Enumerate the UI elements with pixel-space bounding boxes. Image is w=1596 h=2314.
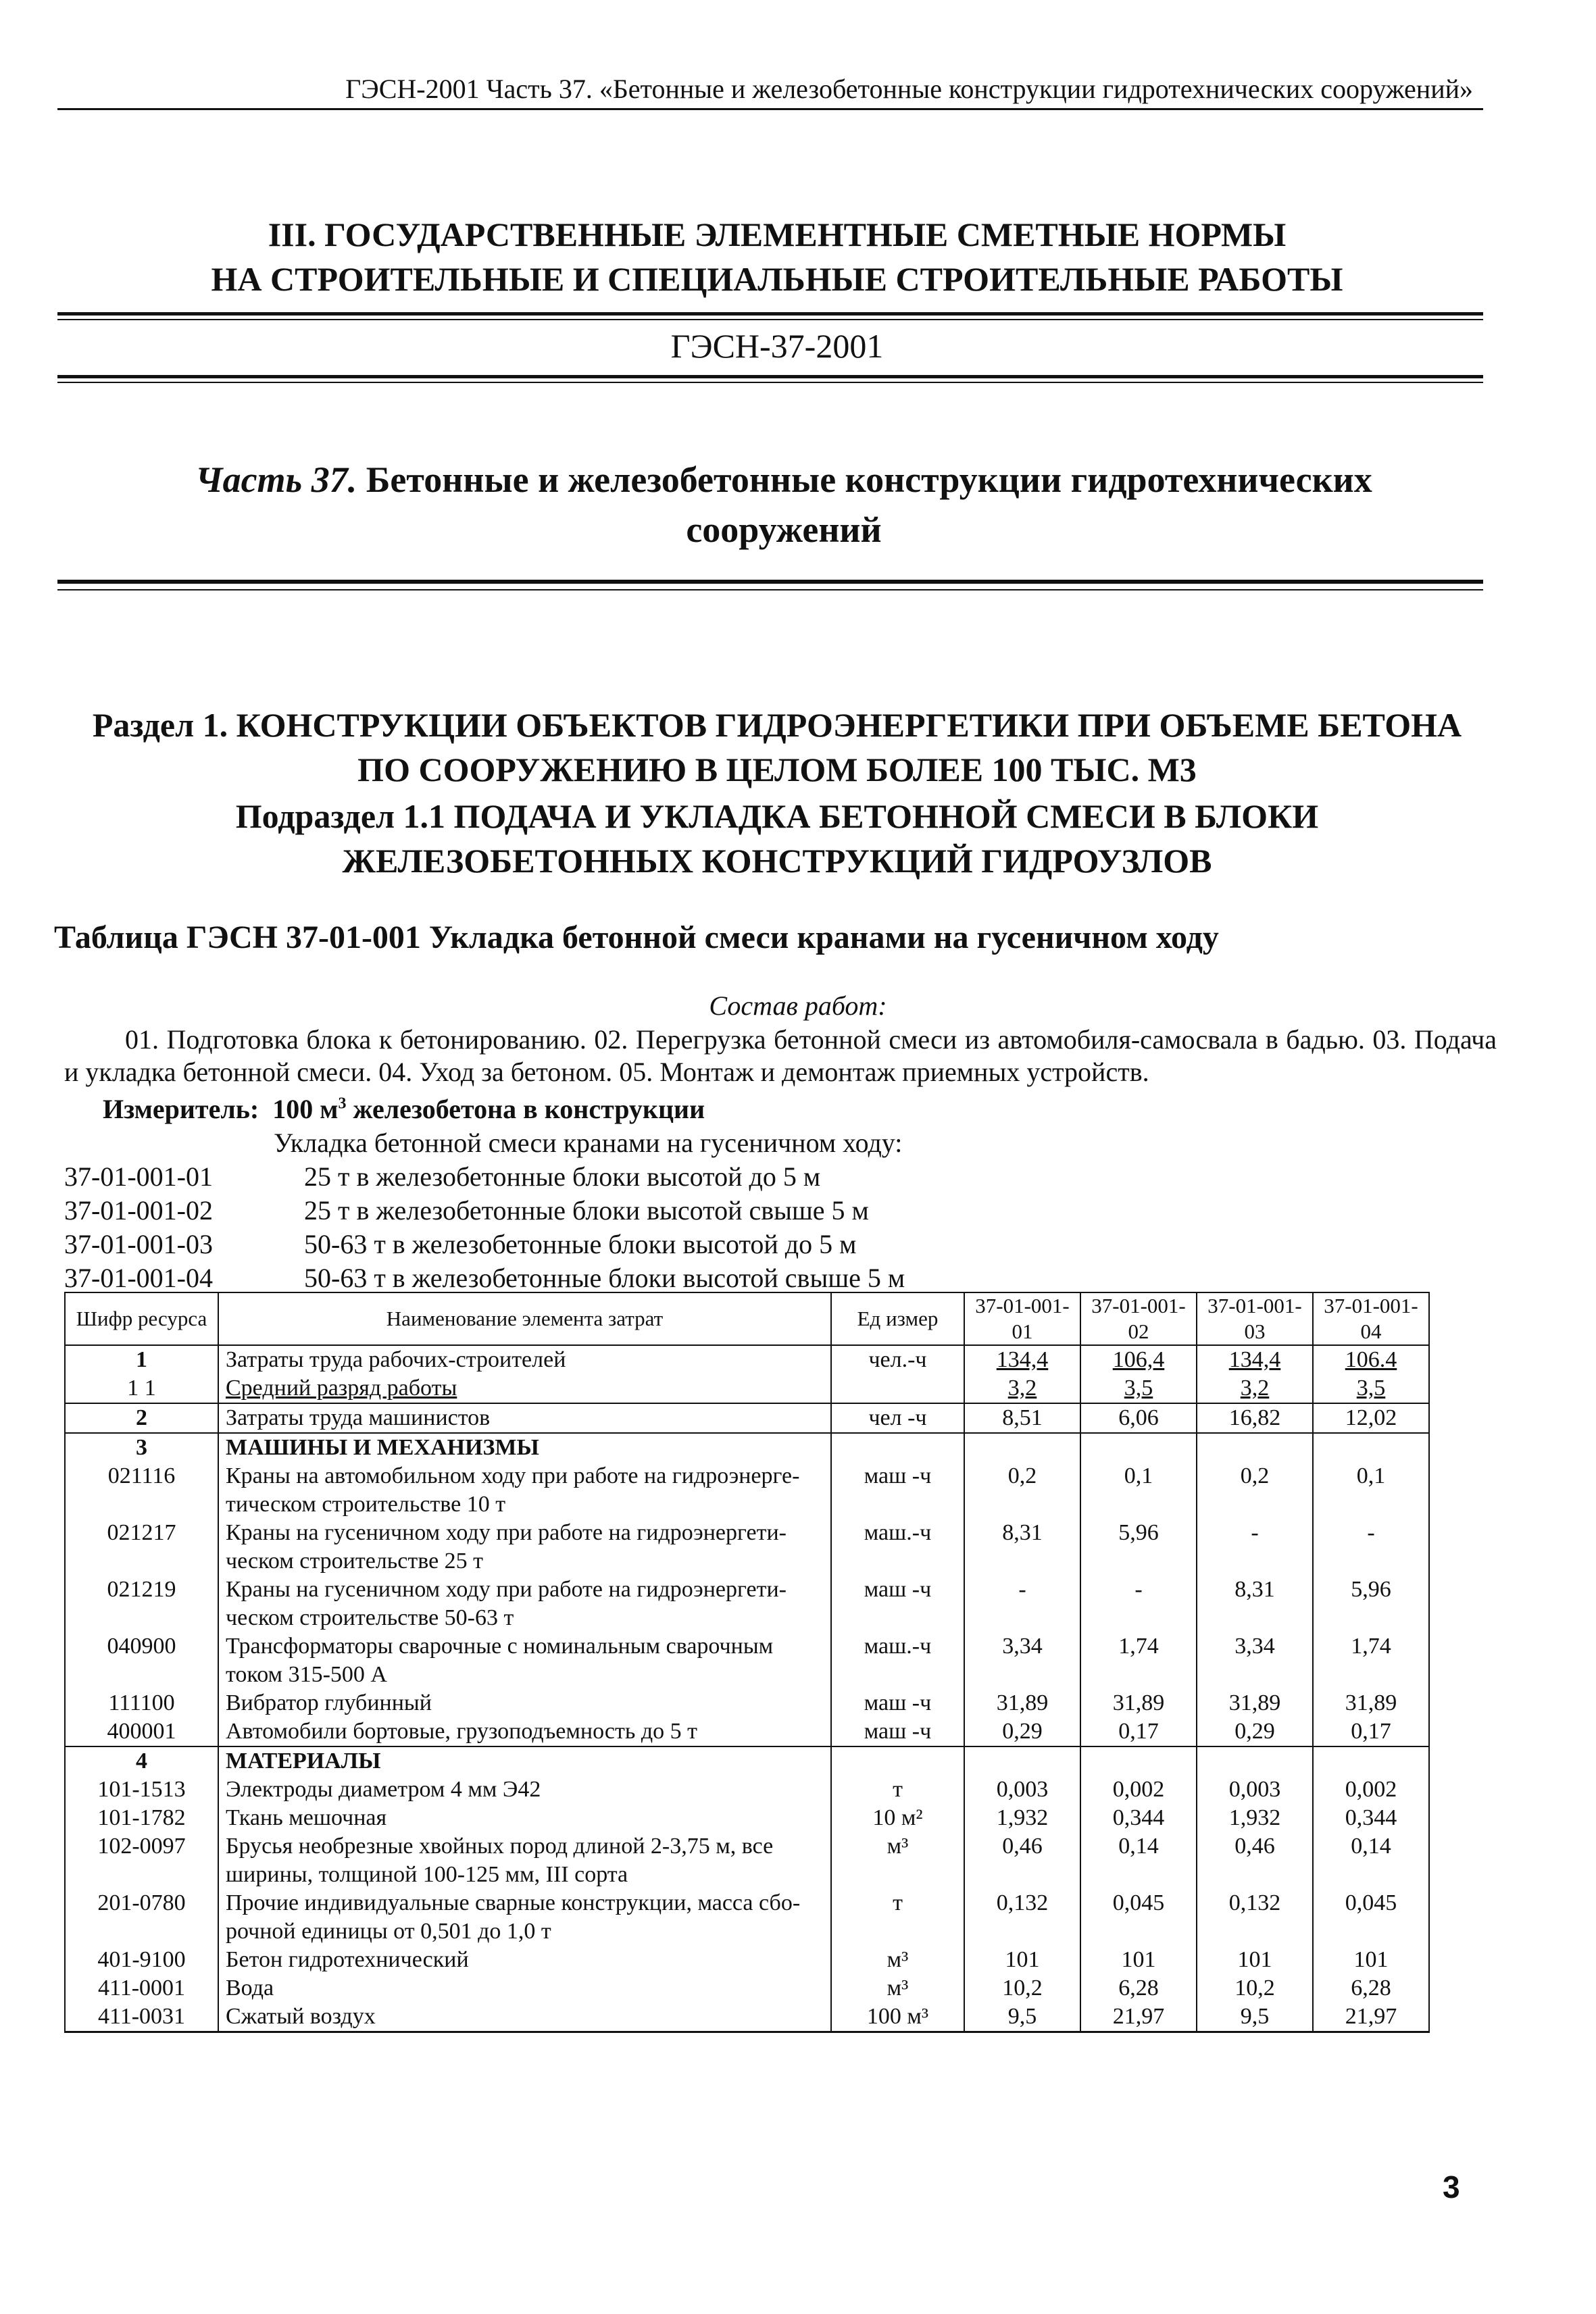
value-cell: 0,14 — [1313, 1832, 1429, 1889]
value-cell — [964, 1433, 1080, 1462]
value-cell: 31,89 — [1080, 1689, 1197, 1717]
value-cell: 8,51 — [964, 1403, 1080, 1433]
table-row — [65, 1433, 1429, 1462]
value-cell: 1,74 — [1313, 1632, 1429, 1689]
norm-code: 37-01-001-02 — [64, 1195, 213, 1226]
value-cell: 0,344 — [1313, 1804, 1429, 1832]
izmeritel — [103, 1093, 705, 1125]
collection-code: ГЭСН-37-2001 — [670, 327, 884, 365]
resource-code-cell: 021219 — [65, 1576, 218, 1632]
razdel-line1: Раздел 1. КОНСТРУКЦИИ ОБЪЕКТОВ ГИДРОЭНЕРГЕТИКИ ПРИ ОБЪЕМЕ БЕТОНА — [92, 706, 1462, 744]
norm-desc: 25 т в железобетонные блоки высотой свыше 5 м — [304, 1195, 869, 1226]
table-row — [65, 1632, 1429, 1689]
podrazdel-heading — [41, 794, 1514, 883]
value-cell: 0,002 — [1080, 1776, 1197, 1804]
header-code: Шифр ресурса — [65, 1292, 218, 1345]
value-cell: - — [1080, 1576, 1197, 1632]
table-row — [65, 1403, 1429, 1433]
section-title — [54, 212, 1500, 301]
unit-cell: м³ — [831, 1946, 964, 1974]
value-cell: 1,932 — [1197, 1804, 1313, 1832]
resource-name-cell: Сжатый воздух — [218, 2003, 831, 2032]
value-cell: 0,045 — [1313, 1889, 1429, 1946]
unit-cell: 100 м³ — [831, 2003, 964, 2032]
value-cell: - — [1197, 1519, 1313, 1576]
norm-code: 37-01-001-04 — [64, 1263, 213, 1293]
table-row — [65, 1974, 1429, 2003]
value-cell: 0,2 — [964, 1462, 1080, 1519]
unit-cell: м³ — [831, 1974, 964, 2003]
unit-cell: маш.-ч — [831, 1632, 964, 1689]
value-cell: 101 — [1197, 1946, 1313, 1974]
value-cell: 3,5 — [1080, 1374, 1197, 1403]
table-row — [65, 1462, 1429, 1519]
value-cell — [1313, 1746, 1429, 1776]
value-cell: 8,31 — [964, 1519, 1080, 1576]
table-header-row — [65, 1292, 1429, 1345]
resource-name-cell: Вибратор глубинный — [218, 1689, 831, 1717]
header-name: Наименование элемента затрат — [218, 1292, 831, 1345]
razdel-line2: ПО СООРУЖЕНИЮ В ЦЕЛОМ БОЛЕЕ 100 ТЫС. М3 — [357, 751, 1197, 788]
table-row — [65, 1374, 1429, 1403]
value-cell: 21,97 — [1313, 2003, 1429, 2032]
izmeritel-label: Измеритель: — [103, 1094, 259, 1124]
resource-name-cell: Затраты труда рабочих-строителей — [218, 1345, 831, 1374]
value-cell: 8,31 — [1197, 1576, 1313, 1632]
value-cell: 0,29 — [1197, 1717, 1313, 1746]
value-cell: 31,89 — [964, 1689, 1080, 1717]
table-row — [65, 1345, 1429, 1374]
resource-code-cell: 1 1 — [65, 1374, 218, 1403]
resource-code-cell: 1 — [65, 1345, 218, 1374]
value-cell — [1197, 1746, 1313, 1776]
resource-code-cell: 101-1513 — [65, 1776, 218, 1804]
unit-cell: маш.-ч — [831, 1519, 964, 1576]
resource-code-cell: 102-0097 — [65, 1832, 218, 1889]
header-col: 37-01-001-02 — [1080, 1292, 1197, 1345]
part-title — [74, 455, 1493, 555]
value-cell — [964, 1746, 1080, 1776]
razdel-heading — [41, 703, 1514, 792]
resource-name-cell: Затраты труда машинистов — [218, 1403, 831, 1433]
value-cell: 12,02 — [1313, 1403, 1429, 1433]
value-cell — [1080, 1433, 1197, 1462]
value-cell: 1,932 — [964, 1804, 1080, 1832]
value-cell: 0,14 — [1080, 1832, 1197, 1889]
table-row — [65, 1576, 1429, 1632]
resource-name-cell: Краны на автомобильном ходу при работе на гидроэнерге-тическом строительстве 10 т — [218, 1462, 831, 1519]
value-cell: 0,46 — [964, 1832, 1080, 1889]
value-cell: 0,003 — [1197, 1776, 1313, 1804]
norm-desc: 50-63 т в железобетонные блоки высотой свыше 5 м — [304, 1263, 905, 1293]
value-cell: 0,17 — [1080, 1717, 1197, 1746]
value-cell: 3,5 — [1313, 1374, 1429, 1403]
header-unit: Ед измер — [831, 1292, 964, 1345]
resource-code-cell: 4 — [65, 1746, 218, 1776]
resource-name-cell: Электроды диаметром 4 мм Э42 — [218, 1776, 831, 1804]
section-title-line2: НА СТРОИТЕЛЬНЫЕ И СПЕЦИАЛЬНЫЕ СТРОИТЕЛЬНЫЕ РАБОТЫ — [211, 260, 1343, 298]
resource-name-cell: Бетон гидротехнический — [218, 1946, 831, 1974]
table-row — [65, 1746, 1429, 1776]
value-cell: 16,82 — [1197, 1403, 1313, 1433]
header-col: 37-01-001-04 — [1313, 1292, 1429, 1345]
part-rule-thin — [57, 589, 1483, 590]
unit-cell: т — [831, 1889, 964, 1946]
resource-name-cell: Автомобили бортовые, грузоподъемность до 5 т — [218, 1717, 831, 1746]
value-cell: 0,344 — [1080, 1804, 1197, 1832]
unit-cell: чел -ч — [831, 1403, 964, 1433]
value-cell: 6,28 — [1313, 1974, 1429, 2003]
section-rule-bottom-thick — [57, 375, 1483, 378]
resource-code-cell: 411-0001 — [65, 1974, 218, 2003]
resource-code-cell: 040900 — [65, 1632, 218, 1689]
unit-cell: чел.-ч — [831, 1345, 964, 1374]
value-cell — [1197, 1433, 1313, 1462]
table-row — [65, 1946, 1429, 1974]
value-cell: 31,89 — [1197, 1689, 1313, 1717]
value-cell: 134,4 — [964, 1345, 1080, 1374]
resource-name-cell: Краны на гусеничном ходу при работе на гидроэнергети-ческом строительстве 25 т — [218, 1519, 831, 1576]
value-cell: 0,002 — [1313, 1776, 1429, 1804]
table-row — [65, 1519, 1429, 1576]
resource-name-cell: Ткань мешочная — [218, 1804, 831, 1832]
value-cell: 3,2 — [1197, 1374, 1313, 1403]
value-cell: 0,132 — [1197, 1889, 1313, 1946]
part-rule-thick — [57, 580, 1483, 584]
value-cell: 0,1 — [1080, 1462, 1197, 1519]
header-col: 37-01-001-03 — [1197, 1292, 1313, 1345]
value-cell: 106,4 — [1080, 1345, 1197, 1374]
value-cell: 9,5 — [1197, 2003, 1313, 2032]
resource-name-cell: МАТЕРИАЛЫ — [218, 1746, 831, 1776]
page-number: 3 — [1443, 2169, 1460, 2205]
value-cell: 0,132 — [964, 1889, 1080, 1946]
resource-table — [64, 1292, 1430, 2033]
value-cell: 0,1 — [1313, 1462, 1429, 1519]
table-row — [65, 1689, 1429, 1717]
value-cell: 101 — [964, 1946, 1080, 1974]
value-cell: 0,003 — [964, 1776, 1080, 1804]
value-cell: 6,06 — [1080, 1403, 1197, 1433]
value-cell: 10,2 — [964, 1974, 1080, 2003]
part-title-line2: сооружений — [686, 509, 882, 550]
value-cell: 6,28 — [1080, 1974, 1197, 2003]
unit-cell — [831, 1374, 964, 1403]
norms-heading: Укладка бетонной смеси кранами на гусеничном ходу: — [274, 1128, 903, 1158]
value-cell: 0,045 — [1080, 1889, 1197, 1946]
running-header: ГЭСН-2001 Часть 37. «Бетонные и железобетонные конструкции гидротехнических сооружений» — [345, 74, 1473, 104]
value-cell — [1080, 1746, 1197, 1776]
value-cell: 3,34 — [1197, 1632, 1313, 1689]
unit-cell: м³ — [831, 1832, 964, 1889]
value-cell: 134,4 — [1197, 1345, 1313, 1374]
sostav-title: Состав работ: — [709, 990, 887, 1021]
table-title: Таблица ГЭСН 37-01-001 Укладка бетонной смеси кранами на гусеничном ходу — [54, 920, 1219, 955]
resource-name-cell: МАШИНЫ И МЕХАНИЗМЫ — [218, 1433, 831, 1462]
unit-cell: маш -ч — [831, 1576, 964, 1632]
value-cell: - — [964, 1576, 1080, 1632]
resource-name-cell: Вода — [218, 1974, 831, 2003]
value-cell: 3,2 — [964, 1374, 1080, 1403]
value-cell: 5,96 — [1313, 1576, 1429, 1632]
resource-code-cell: 101-1782 — [65, 1804, 218, 1832]
section-rule-bottom-thin — [57, 382, 1483, 383]
podrazdel-line2: ЖЕЛЕЗОБЕТОННЫХ КОНСТРУКЦИЙ ГИДРОУЗЛОВ — [342, 842, 1212, 880]
resource-name-cell: Прочие индивидуальные сварные конструкции, масса сбо-рочной единицы от 0,501 до 1,0 т — [218, 1889, 831, 1946]
unit-cell: маш -ч — [831, 1689, 964, 1717]
value-cell: 1,74 — [1080, 1632, 1197, 1689]
norm-desc: 50-63 т в железобетонные блоки высотой до 5 м — [304, 1229, 857, 1259]
value-cell: - — [1313, 1519, 1429, 1576]
resource-code-cell: 2 — [65, 1403, 218, 1433]
table-row — [65, 1832, 1429, 1889]
value-cell: 0,46 — [1197, 1832, 1313, 1889]
header-rule — [57, 108, 1483, 110]
part-title-line1: Бетонные и железобетонные конструкции гидротехнических — [366, 459, 1372, 500]
section-rule-top-thin — [57, 319, 1483, 320]
unit-cell: маш -ч — [831, 1717, 964, 1746]
resource-name-cell: Брусья необрезные хвойных пород длиной 2-3,75 м, все ширины, толщиной 100-125 мм, III сорта — [218, 1832, 831, 1889]
resource-code-cell: 3 — [65, 1433, 218, 1462]
value-cell: 21,97 — [1080, 2003, 1197, 2032]
section-rule-top-thick — [57, 312, 1483, 316]
podrazdel-line1: Подраздел 1.1 ПОДАЧА И УКЛАДКА БЕТОННОЙ СМЕСИ В БЛОКИ — [235, 797, 1319, 835]
value-cell: 0,29 — [964, 1717, 1080, 1746]
unit-cell: маш -ч — [831, 1462, 964, 1519]
table-row — [65, 1804, 1429, 1832]
resource-name-cell: Краны на гусеничном ходу при работе на гидроэнергети-ческом строительстве 50-63 т — [218, 1576, 831, 1632]
resource-code-cell: 400001 — [65, 1717, 218, 1746]
norm-desc: 25 т в железобетонные блоки высотой до 5 м — [304, 1161, 821, 1192]
value-cell — [1313, 1433, 1429, 1462]
resource-code-cell: 201-0780 — [65, 1889, 218, 1946]
value-cell: 0,17 — [1313, 1717, 1429, 1746]
norm-code: 37-01-001-01 — [64, 1161, 213, 1192]
value-cell: 31,89 — [1313, 1689, 1429, 1717]
norm-code: 37-01-001-03 — [64, 1229, 213, 1259]
table-row — [65, 1889, 1429, 1946]
table-row — [65, 1717, 1429, 1746]
value-cell: 10,2 — [1197, 1974, 1313, 2003]
value-cell: 5,96 — [1080, 1519, 1197, 1576]
value-cell: 9,5 — [964, 2003, 1080, 2032]
resource-code-cell: 021116 — [65, 1462, 218, 1519]
resource-code-cell: 411-0031 — [65, 2003, 218, 2032]
part-label: Часть 37. — [195, 459, 357, 500]
section-title-line1: III. ГОСУДАРСТВЕННЫЕ ЭЛЕМЕНТНЫЕ СМЕТНЫЕ НОРМЫ — [268, 216, 1287, 253]
unit-cell: 10 м² — [831, 1804, 964, 1832]
table-row — [65, 2003, 1429, 2032]
resource-name-cell: Трансформаторы сварочные с номинальным сварочным током 315-500 А — [218, 1632, 831, 1689]
unit-cell — [831, 1746, 964, 1776]
value-cell: 101 — [1080, 1946, 1197, 1974]
table-row — [65, 1776, 1429, 1804]
sostav-text: 01. Подготовка блока к бетонированию. 02. Перегрузка бетонной смеси из автомобиля-самосвала в бадью. 03. Подача и укладка бетонной смеси. 04. Уход за бетоном. 05. Монтаж и демонтаж приемных устройств. — [64, 1024, 1497, 1087]
resource-code-cell: 401-9100 — [65, 1946, 218, 1974]
resource-code-cell: 021217 — [65, 1519, 218, 1576]
unit-cell: т — [831, 1776, 964, 1804]
value-cell: 101 — [1313, 1946, 1429, 1974]
value-cell: 0,2 — [1197, 1462, 1313, 1519]
header-col: 37-01-001-01 — [964, 1292, 1080, 1345]
izmeritel-value: 100 $м^3$ железобетона в конструкции — [272, 1094, 705, 1124]
value-cell: 106.4 — [1313, 1345, 1429, 1374]
resource-code-cell: 111100 — [65, 1689, 218, 1717]
resource-name-cell: Средний разряд работы — [218, 1374, 831, 1403]
unit-cell — [831, 1433, 964, 1462]
value-cell: 3,34 — [964, 1632, 1080, 1689]
